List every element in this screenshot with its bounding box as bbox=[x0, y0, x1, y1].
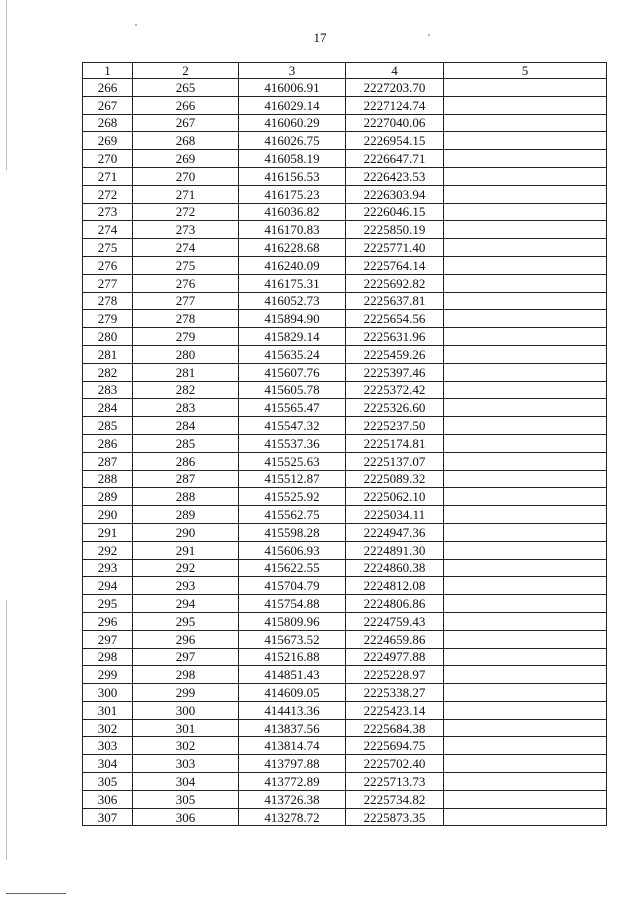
table-cell: 2226954.15 bbox=[346, 132, 444, 150]
table-cell: 415607.76 bbox=[239, 363, 346, 381]
table-row bbox=[83, 434, 607, 452]
table-cell: 414413.36 bbox=[239, 701, 346, 719]
table-cell: 268 bbox=[133, 132, 239, 150]
table-cell: 286 bbox=[133, 452, 239, 470]
table-row bbox=[83, 630, 607, 648]
table-row bbox=[83, 221, 607, 239]
table-cell: 295 bbox=[83, 595, 133, 613]
table-cell: 2224891.30 bbox=[346, 541, 444, 559]
table-cell: 297 bbox=[83, 630, 133, 648]
table-cell: 2225771.40 bbox=[346, 239, 444, 257]
table-row bbox=[83, 292, 607, 310]
table-cell bbox=[444, 595, 607, 613]
table-cell: 2225034.11 bbox=[346, 506, 444, 524]
table-cell: 295 bbox=[133, 612, 239, 630]
scan-speck bbox=[135, 24, 137, 26]
column-header: 1 bbox=[83, 63, 133, 79]
table-cell bbox=[444, 452, 607, 470]
table-cell bbox=[444, 381, 607, 399]
table-cell: 416058.19 bbox=[239, 150, 346, 168]
table-cell: 273 bbox=[133, 221, 239, 239]
table-cell: 415809.96 bbox=[239, 612, 346, 630]
table-row bbox=[83, 666, 607, 684]
table-cell: 285 bbox=[133, 434, 239, 452]
table-cell: 415704.79 bbox=[239, 577, 346, 595]
table-cell: 270 bbox=[83, 150, 133, 168]
table-cell: 2225338.27 bbox=[346, 684, 444, 702]
table-cell: 2225631.96 bbox=[346, 328, 444, 346]
table-cell: 300 bbox=[83, 684, 133, 702]
table-cell: 277 bbox=[133, 292, 239, 310]
table-cell bbox=[444, 221, 607, 239]
table-cell: 2227124.74 bbox=[346, 96, 444, 114]
table-row bbox=[83, 755, 607, 773]
table-cell bbox=[444, 790, 607, 808]
table-cell: 274 bbox=[83, 221, 133, 239]
table-cell bbox=[444, 577, 607, 595]
column-header: 5 bbox=[444, 63, 607, 79]
table-cell: 2225850.19 bbox=[346, 221, 444, 239]
table-row bbox=[83, 648, 607, 666]
table-cell: 415754.88 bbox=[239, 595, 346, 613]
table-cell bbox=[444, 114, 607, 132]
table-cell: 2225692.82 bbox=[346, 274, 444, 292]
table-row bbox=[83, 684, 607, 702]
table-cell: 272 bbox=[83, 185, 133, 203]
table-cell: 304 bbox=[83, 755, 133, 773]
table-cell: 2224977.88 bbox=[346, 648, 444, 666]
table-cell: 298 bbox=[83, 648, 133, 666]
table-cell bbox=[444, 399, 607, 417]
table-cell: 415525.92 bbox=[239, 488, 346, 506]
table-cell bbox=[444, 274, 607, 292]
table-cell: 415606.93 bbox=[239, 541, 346, 559]
table-row bbox=[83, 79, 607, 97]
table-cell: 280 bbox=[83, 328, 133, 346]
table-cell bbox=[444, 612, 607, 630]
table-cell: 266 bbox=[83, 79, 133, 97]
table-cell: 2225089.32 bbox=[346, 470, 444, 488]
table-cell bbox=[444, 541, 607, 559]
table-cell: 415547.32 bbox=[239, 417, 346, 435]
table-cell: 415635.24 bbox=[239, 345, 346, 363]
table-cell: 416052.73 bbox=[239, 292, 346, 310]
table-cell: 415829.14 bbox=[239, 328, 346, 346]
table-cell: 301 bbox=[133, 719, 239, 737]
table-cell: 2225372.42 bbox=[346, 381, 444, 399]
table-cell: 289 bbox=[83, 488, 133, 506]
table-row bbox=[83, 452, 607, 470]
table-cell: 300 bbox=[133, 701, 239, 719]
table-cell bbox=[444, 808, 607, 826]
table-body bbox=[83, 79, 607, 826]
table-cell: 415512.87 bbox=[239, 470, 346, 488]
table-cell: 2226423.53 bbox=[346, 167, 444, 185]
table-cell bbox=[444, 167, 607, 185]
table-cell: 416175.23 bbox=[239, 185, 346, 203]
table-cell: 2225174.81 bbox=[346, 434, 444, 452]
table-cell: 287 bbox=[83, 452, 133, 470]
table-cell bbox=[444, 185, 607, 203]
table-cell: 267 bbox=[133, 114, 239, 132]
table-cell bbox=[444, 470, 607, 488]
table-cell: 2225459.26 bbox=[346, 345, 444, 363]
table-cell bbox=[444, 363, 607, 381]
table-cell: 296 bbox=[83, 612, 133, 630]
table-cell bbox=[444, 737, 607, 755]
table-cell: 288 bbox=[83, 470, 133, 488]
table-cell: 416156.53 bbox=[239, 167, 346, 185]
table-cell: 269 bbox=[83, 132, 133, 150]
table-cell: 413797.88 bbox=[239, 755, 346, 773]
table-cell: 273 bbox=[83, 203, 133, 221]
table-cell: 2227203.70 bbox=[346, 79, 444, 97]
table-cell: 270 bbox=[133, 167, 239, 185]
table-row bbox=[83, 808, 607, 826]
table-row bbox=[83, 612, 607, 630]
table-cell: 305 bbox=[133, 790, 239, 808]
table-cell: 416006.91 bbox=[239, 79, 346, 97]
table-cell: 415605.78 bbox=[239, 381, 346, 399]
table-row bbox=[83, 328, 607, 346]
table-cell bbox=[444, 132, 607, 150]
table-cell: 280 bbox=[133, 345, 239, 363]
table-cell: 294 bbox=[83, 577, 133, 595]
table-cell: 283 bbox=[133, 399, 239, 417]
scan-speck bbox=[428, 34, 430, 36]
table-cell: 281 bbox=[83, 345, 133, 363]
table-row bbox=[83, 737, 607, 755]
table-cell bbox=[444, 328, 607, 346]
table-cell: 2225873.35 bbox=[346, 808, 444, 826]
table-cell: 290 bbox=[133, 523, 239, 541]
table-cell: 284 bbox=[133, 417, 239, 435]
table-cell: 293 bbox=[83, 559, 133, 577]
table-cell: 306 bbox=[133, 808, 239, 826]
table-row bbox=[83, 577, 607, 595]
table-cell: 2225713.73 bbox=[346, 773, 444, 791]
table-row bbox=[83, 523, 607, 541]
table-cell: 413837.56 bbox=[239, 719, 346, 737]
table-cell bbox=[444, 292, 607, 310]
table-cell bbox=[444, 96, 607, 114]
table-cell: 274 bbox=[133, 239, 239, 257]
table-cell: 275 bbox=[133, 256, 239, 274]
table-row bbox=[83, 559, 607, 577]
table-cell bbox=[444, 755, 607, 773]
table-cell: 2225637.81 bbox=[346, 292, 444, 310]
table-row bbox=[83, 701, 607, 719]
table-cell: 286 bbox=[83, 434, 133, 452]
table-cell: 2225702.40 bbox=[346, 755, 444, 773]
table-cell: 282 bbox=[133, 381, 239, 399]
table-cell: 416060.29 bbox=[239, 114, 346, 132]
table-row bbox=[83, 399, 607, 417]
table-cell bbox=[444, 666, 607, 684]
table-cell: 292 bbox=[133, 559, 239, 577]
table-cell: 294 bbox=[133, 595, 239, 613]
table-cell: 416170.83 bbox=[239, 221, 346, 239]
table-cell: 416228.68 bbox=[239, 239, 346, 257]
table-cell: 305 bbox=[83, 773, 133, 791]
table-row bbox=[83, 96, 607, 114]
table-cell: 2225237.50 bbox=[346, 417, 444, 435]
table-cell: 285 bbox=[83, 417, 133, 435]
table-cell: 415673.52 bbox=[239, 630, 346, 648]
table-cell: 413726.38 bbox=[239, 790, 346, 808]
table-cell bbox=[444, 79, 607, 97]
table-cell bbox=[444, 434, 607, 452]
table-cell: 303 bbox=[133, 755, 239, 773]
table-cell: 415525.63 bbox=[239, 452, 346, 470]
table-cell: 415216.88 bbox=[239, 648, 346, 666]
table-cell: 416036.82 bbox=[239, 203, 346, 221]
table-row bbox=[83, 310, 607, 328]
table-cell: 276 bbox=[83, 256, 133, 274]
table-cell: 415622.55 bbox=[239, 559, 346, 577]
table-cell: 278 bbox=[133, 310, 239, 328]
table-row bbox=[83, 381, 607, 399]
table-cell: 277 bbox=[83, 274, 133, 292]
table-cell bbox=[444, 417, 607, 435]
table-row bbox=[83, 506, 607, 524]
table-cell bbox=[444, 506, 607, 524]
table-cell: 306 bbox=[83, 790, 133, 808]
table-cell bbox=[444, 256, 607, 274]
table-cell: 275 bbox=[83, 239, 133, 257]
table-cell: 271 bbox=[83, 167, 133, 185]
table-cell: 2227040.06 bbox=[346, 114, 444, 132]
table-row bbox=[83, 114, 607, 132]
table-cell: 2225764.14 bbox=[346, 256, 444, 274]
table-cell: 2224806.86 bbox=[346, 595, 444, 613]
table-cell: 415565.47 bbox=[239, 399, 346, 417]
table-cell: 287 bbox=[133, 470, 239, 488]
page-number: 17 bbox=[313, 30, 327, 45]
table-cell: 297 bbox=[133, 648, 239, 666]
table-cell: 2224860.38 bbox=[346, 559, 444, 577]
table-cell bbox=[444, 523, 607, 541]
table-cell: 415894.90 bbox=[239, 310, 346, 328]
table-cell: 299 bbox=[133, 684, 239, 702]
table-cell: 413772.89 bbox=[239, 773, 346, 791]
table-cell: 302 bbox=[83, 719, 133, 737]
table-cell: 303 bbox=[83, 737, 133, 755]
table-row bbox=[83, 363, 607, 381]
column-header: 4 bbox=[346, 63, 444, 79]
table-cell: 416175.31 bbox=[239, 274, 346, 292]
table-row bbox=[83, 541, 607, 559]
table-cell bbox=[444, 488, 607, 506]
table-cell: 2225228.97 bbox=[346, 666, 444, 684]
table-cell: 414609.05 bbox=[239, 684, 346, 702]
table-cell: 2225694.75 bbox=[346, 737, 444, 755]
table-cell: 2225397.46 bbox=[346, 363, 444, 381]
table-cell: 2226046.15 bbox=[346, 203, 444, 221]
table-cell: 413814.74 bbox=[239, 737, 346, 755]
table-cell: 288 bbox=[133, 488, 239, 506]
table-cell: 266 bbox=[133, 96, 239, 114]
table-row bbox=[83, 185, 607, 203]
table-cell: 284 bbox=[83, 399, 133, 417]
table-cell bbox=[444, 239, 607, 257]
column-header: 2 bbox=[133, 63, 239, 79]
table-row bbox=[83, 203, 607, 221]
table-header-row bbox=[83, 63, 607, 79]
table-cell bbox=[444, 773, 607, 791]
table-cell: 276 bbox=[133, 274, 239, 292]
table-cell: 2225684.38 bbox=[346, 719, 444, 737]
column-header: 3 bbox=[239, 63, 346, 79]
table-cell bbox=[444, 701, 607, 719]
table-cell: 272 bbox=[133, 203, 239, 221]
table-row bbox=[83, 470, 607, 488]
table-cell: 2226303.94 bbox=[346, 185, 444, 203]
table-cell: 2225062.10 bbox=[346, 488, 444, 506]
scan-edge-line bbox=[6, 600, 7, 860]
table-cell: 416240.09 bbox=[239, 256, 346, 274]
table-cell: 415598.28 bbox=[239, 523, 346, 541]
table-cell: 415537.36 bbox=[239, 434, 346, 452]
table-cell: 302 bbox=[133, 737, 239, 755]
table-cell: 2224759.43 bbox=[346, 612, 444, 630]
table-cell bbox=[444, 150, 607, 168]
table-cell bbox=[444, 630, 607, 648]
coordinates-table bbox=[82, 62, 607, 826]
table-row bbox=[83, 167, 607, 185]
table-row bbox=[83, 595, 607, 613]
table-cell: 416029.14 bbox=[239, 96, 346, 114]
table-row bbox=[83, 790, 607, 808]
table-row bbox=[83, 488, 607, 506]
table-cell: 414851.43 bbox=[239, 666, 346, 684]
table-cell: 2224659.86 bbox=[346, 630, 444, 648]
table-row bbox=[83, 150, 607, 168]
table-cell: 271 bbox=[133, 185, 239, 203]
table-cell: 2225654.56 bbox=[346, 310, 444, 328]
table-cell: 265 bbox=[133, 79, 239, 97]
table-cell: 279 bbox=[83, 310, 133, 328]
table-cell: 291 bbox=[83, 523, 133, 541]
table-row bbox=[83, 274, 607, 292]
table-cell: 290 bbox=[83, 506, 133, 524]
table-cell: 298 bbox=[133, 666, 239, 684]
table-cell: 2226647.71 bbox=[346, 150, 444, 168]
table-cell bbox=[444, 684, 607, 702]
table-cell: 2225423.14 bbox=[346, 701, 444, 719]
table-cell: 307 bbox=[83, 808, 133, 826]
table-cell: 2225326.60 bbox=[346, 399, 444, 417]
table-cell: 415562.75 bbox=[239, 506, 346, 524]
table-row bbox=[83, 256, 607, 274]
table-cell bbox=[444, 648, 607, 666]
table-cell: 2225137.07 bbox=[346, 452, 444, 470]
table-cell bbox=[444, 203, 607, 221]
table-cell: 2224812.08 bbox=[346, 577, 444, 595]
table-cell: 416026.75 bbox=[239, 132, 346, 150]
table-cell: 296 bbox=[133, 630, 239, 648]
table-cell: 292 bbox=[83, 541, 133, 559]
footnote-rule bbox=[6, 893, 66, 894]
table-cell: 289 bbox=[133, 506, 239, 524]
table-cell bbox=[444, 719, 607, 737]
table-cell: 283 bbox=[83, 381, 133, 399]
table-row bbox=[83, 345, 607, 363]
table-row bbox=[83, 719, 607, 737]
table-cell bbox=[444, 559, 607, 577]
table-cell: 281 bbox=[133, 363, 239, 381]
table-row bbox=[83, 132, 607, 150]
table-cell: 282 bbox=[83, 363, 133, 381]
table-cell bbox=[444, 310, 607, 328]
table-cell: 268 bbox=[83, 114, 133, 132]
table-cell: 299 bbox=[83, 666, 133, 684]
table-cell: 279 bbox=[133, 328, 239, 346]
table-cell: 413278.72 bbox=[239, 808, 346, 826]
table-cell: 291 bbox=[133, 541, 239, 559]
table-row bbox=[83, 417, 607, 435]
table-cell: 2224947.36 bbox=[346, 523, 444, 541]
table-row bbox=[83, 773, 607, 791]
table-cell: 301 bbox=[83, 701, 133, 719]
table-cell: 293 bbox=[133, 577, 239, 595]
table-cell: 2225734.82 bbox=[346, 790, 444, 808]
table-cell: 269 bbox=[133, 150, 239, 168]
table-row bbox=[83, 239, 607, 257]
table-cell: 304 bbox=[133, 773, 239, 791]
table-cell bbox=[444, 345, 607, 363]
scan-edge-line bbox=[6, 0, 7, 170]
table-cell: 278 bbox=[83, 292, 133, 310]
table-cell: 267 bbox=[83, 96, 133, 114]
